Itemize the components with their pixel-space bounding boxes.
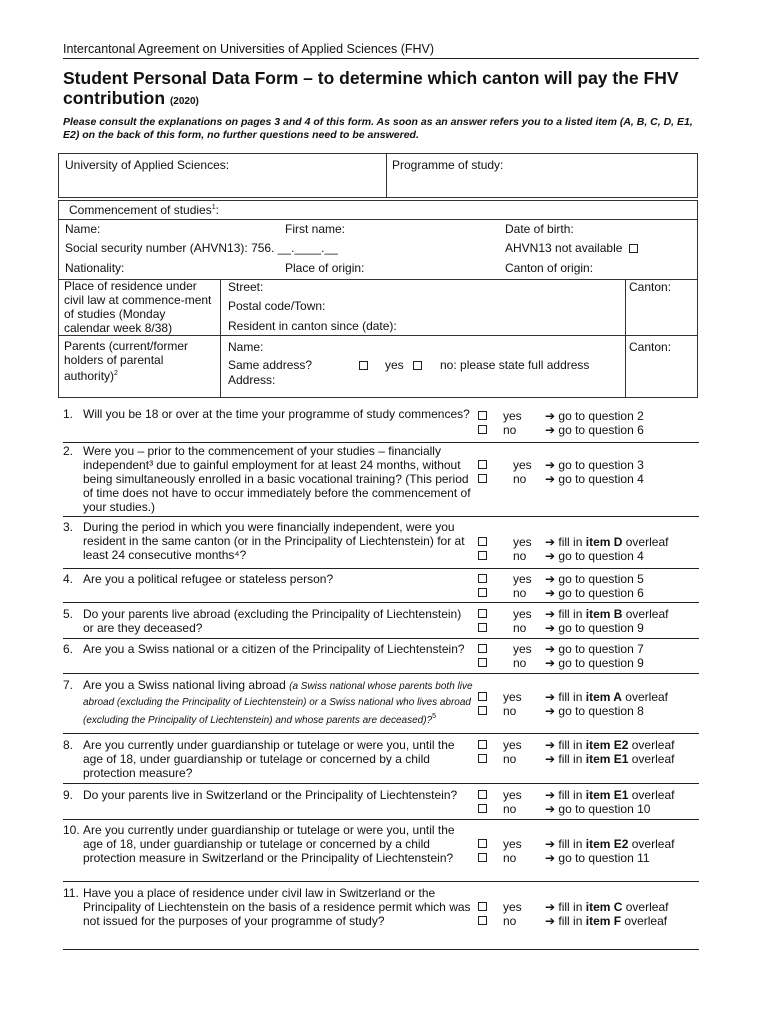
arrow-icon: ➔	[545, 549, 559, 563]
question-text	[83, 823, 473, 865]
question-italic-text: (a Swiss national whose parents both live abroad (excluding the Principality of Liechtenstein) or a Swiss national who lives abroad (excluding the Principality of Liechtenstein) and whose parents are deceased)?	[83, 681, 473, 726]
action-text: overleaf	[628, 752, 675, 766]
same-address-label: Same address?	[228, 358, 313, 372]
item-ref: item E1	[585, 752, 629, 766]
question-main-text: During the period in which you were financially independent, were you resident in the same canton (or in the Principality of Liechtenstein) for at least 24 consecutive months⁴?	[83, 520, 465, 562]
q5-yes-label: yes	[513, 607, 532, 621]
question-main-text: Have you a place of residence under civil law in Switzerland or the Principality of Liechtenstein on the basis of a residence permit which was not issued for the purposes of your programme of study?	[83, 886, 471, 928]
action-text: go to question 4	[558, 472, 644, 486]
university-field[interactable]: University of Applied Sciences:	[65, 158, 230, 172]
action-text: overleaf	[621, 914, 668, 928]
q11-yes-action	[545, 900, 668, 914]
q11-no-action	[545, 914, 667, 928]
q7-yes-action	[545, 690, 668, 704]
q2-no-label: no	[513, 472, 527, 486]
action-text: go to question 8	[558, 704, 644, 718]
q10-yes-checkbox[interactable]	[478, 839, 487, 848]
question-main-text: Will you be 18 or over at the time your programme of study commences?	[83, 407, 470, 421]
q2-yes-action	[545, 458, 644, 472]
q6-yes-label: yes	[513, 642, 532, 656]
q7-yes-checkbox[interactable]	[478, 692, 487, 701]
parents-name-field[interactable]: Name:	[228, 340, 264, 354]
action-text: fill in	[558, 837, 586, 851]
question-divider	[63, 949, 699, 950]
canton-of-origin-field[interactable]: Canton of origin:	[505, 261, 594, 275]
question-main-text: Were you – prior to the commencement of your studies – financially independent³ due to gainful employment for at least 24 months, without being simultaneously enrolled in a basic vocational training? (This period of time does not have to occur immediately before the commencement of your studies.)	[83, 444, 471, 514]
action-text: go to question 9	[558, 656, 644, 670]
ahvn-checkbox[interactable]	[629, 244, 638, 253]
name-field[interactable]: Name:	[65, 222, 101, 236]
first-name-field[interactable]: First name:	[285, 222, 346, 236]
same-address-yes-label: yes	[385, 358, 404, 372]
question-number: 10.	[63, 823, 80, 837]
question-main-text: Do your parents live abroad (excluding the Principality of Liechtenstein) or are they deceased?	[83, 607, 462, 635]
q6-yes-checkbox[interactable]	[478, 644, 487, 653]
question-number: 2.	[63, 444, 74, 458]
action-text: overleaf	[628, 738, 675, 752]
question-text	[83, 886, 473, 928]
item-ref: item E2	[585, 837, 629, 851]
arrow-icon: ➔	[545, 656, 559, 670]
q4-yes-action	[545, 572, 644, 586]
question-number: 7.	[63, 678, 74, 692]
arrow-icon: ➔	[545, 788, 559, 802]
q9-yes-checkbox[interactable]	[478, 790, 487, 799]
page-title	[63, 68, 703, 112]
question-1	[63, 407, 473, 421]
parents-label-text: Parents (current/former holders of parental authority)	[64, 339, 189, 383]
arrow-icon: ➔	[545, 914, 559, 928]
q11-yes-label: yes	[503, 900, 522, 914]
title-year: (2020)	[169, 96, 199, 107]
arrow-icon: ➔	[545, 572, 559, 586]
question-number: 4.	[63, 572, 74, 586]
place-of-origin-field[interactable]: Place of origin:	[285, 261, 365, 275]
q5-yes-action	[545, 607, 668, 621]
q9-no-action	[545, 802, 650, 816]
q4-no-action	[545, 586, 644, 600]
commencement-label: Commencement of studies	[69, 203, 212, 217]
q10-yes-label: yes	[503, 837, 522, 851]
footnote-ref: 5	[432, 713, 437, 720]
q2-yes-label: yes	[513, 458, 532, 472]
q5-no-checkbox[interactable]	[478, 623, 487, 632]
question-3	[63, 520, 473, 562]
action-text: fill in	[558, 900, 586, 914]
programme-field[interactable]: Programme of study:	[392, 158, 504, 172]
same-address-no-label: no: please state full address	[440, 358, 590, 372]
q2-no-action	[545, 472, 644, 486]
q4-no-checkbox[interactable]	[478, 588, 487, 597]
q1-yes-checkbox[interactable]	[478, 411, 487, 420]
dob-field[interactable]: Date of birth:	[505, 222, 574, 236]
postal-town-field[interactable]: Postal code/Town:	[228, 299, 326, 313]
action-text: fill in	[558, 535, 586, 549]
q8-no-checkbox[interactable]	[478, 754, 487, 763]
question-text	[83, 407, 473, 421]
action-text: go to question 6	[558, 586, 644, 600]
question-divider	[63, 783, 699, 784]
question-2	[63, 444, 473, 514]
question-divider	[63, 673, 699, 674]
street-field[interactable]: Street:	[228, 280, 264, 294]
question-number: 3.	[63, 520, 74, 534]
action-text: fill in	[558, 788, 586, 802]
q7-no-action	[545, 704, 644, 718]
action-text: overleaf	[622, 607, 669, 621]
q11-no-label: no	[503, 914, 517, 928]
question-divider	[63, 442, 699, 443]
arrow-icon: ➔	[545, 690, 559, 704]
item-ref: item C	[585, 900, 623, 914]
ahvn-not-available	[505, 241, 638, 255]
action-text: overleaf	[628, 837, 675, 851]
question-9	[63, 788, 473, 802]
arrow-icon: ➔	[545, 704, 559, 718]
item-ref: item F	[585, 914, 622, 928]
arrow-icon: ➔	[545, 458, 559, 472]
action-text: fill in	[558, 690, 586, 704]
q10-yes-action	[545, 837, 674, 851]
q2-no-checkbox[interactable]	[478, 474, 487, 483]
q1-no-action	[545, 423, 644, 437]
resident-since-field[interactable]: Resident in canton since (date):	[228, 319, 397, 333]
q1-yes-action	[545, 409, 644, 423]
question-10	[63, 823, 473, 865]
arrow-icon: ➔	[545, 738, 559, 752]
arrow-icon: ➔	[545, 642, 559, 656]
question-main-text: Are you a political refugee or stateless person?	[83, 572, 334, 586]
document-header: Intercantonal Agreement on Universities of Applied Sciences (FHV)	[63, 42, 435, 56]
header-divider	[63, 58, 699, 59]
question-number: 9.	[63, 788, 74, 802]
question-5	[63, 607, 473, 635]
q8-no-action	[545, 752, 674, 766]
q6-yes-action	[545, 642, 644, 656]
arrow-icon: ➔	[545, 621, 559, 635]
q10-no-action	[545, 851, 650, 865]
arrow-icon: ➔	[545, 472, 559, 486]
question-divider	[63, 568, 699, 569]
q3-yes-checkbox[interactable]	[478, 537, 487, 546]
action-text: go to question 7	[558, 642, 644, 656]
q10-no-label: no	[503, 851, 517, 865]
q3-yes-action	[545, 535, 668, 549]
action-text: go to question 9	[558, 621, 644, 635]
university-programme-box	[58, 153, 698, 198]
q8-no-label: no	[503, 752, 517, 766]
arrow-icon: ➔	[545, 900, 559, 914]
action-text: fill in	[558, 607, 586, 621]
nationality-field[interactable]: Nationality:	[65, 261, 125, 275]
arrow-icon: ➔	[545, 586, 559, 600]
same-address-no-checkbox[interactable]	[413, 361, 422, 370]
question-6	[63, 642, 473, 656]
q7-no-label: no	[503, 704, 517, 718]
commencement-field[interactable]	[69, 203, 219, 217]
q2-yes-checkbox[interactable]	[478, 460, 487, 469]
q3-no-label: no	[513, 549, 527, 563]
q8-yes-action	[545, 738, 674, 752]
action-text: overleaf	[622, 900, 669, 914]
question-divider	[63, 819, 699, 820]
question-7	[63, 678, 473, 728]
q8-yes-checkbox[interactable]	[478, 740, 487, 749]
question-divider	[63, 602, 699, 603]
q9-yes-action	[545, 788, 674, 802]
q3-no-checkbox[interactable]	[478, 551, 487, 560]
q7-yes-label: yes	[503, 690, 522, 704]
action-text: go to question 2	[558, 409, 644, 423]
q1-no-label: no	[503, 423, 517, 437]
arrow-icon: ➔	[545, 423, 559, 437]
arrow-icon: ➔	[545, 409, 559, 423]
parents-canton-field[interactable]: Canton:	[629, 340, 672, 354]
ssn-field[interactable]: Social security number (AHVN13): 756. __.____.__	[65, 241, 338, 255]
arrow-icon: ➔	[545, 752, 559, 766]
commencement-colon: :	[215, 203, 219, 217]
q3-no-action	[545, 549, 644, 563]
question-text	[83, 607, 473, 635]
q5-yes-checkbox[interactable]	[478, 609, 487, 618]
question-main-text: Are you a Swiss national living abroad	[83, 678, 286, 692]
q9-no-label: no	[503, 802, 517, 816]
ahvn-label: AHVN13 not available	[505, 241, 623, 255]
canton-field[interactable]: Canton:	[629, 280, 672, 294]
title-main: Student Personal Data Form – to determine which canton will pay the FHV contribution	[63, 68, 679, 108]
question-text	[83, 444, 473, 514]
question-divider	[63, 516, 699, 517]
item-ref: item E1	[585, 788, 629, 802]
q11-no-checkbox[interactable]	[478, 916, 487, 925]
action-text: go to question 11	[558, 851, 650, 865]
item-ref: item D	[585, 535, 623, 549]
q6-no-checkbox[interactable]	[478, 658, 487, 667]
q7-no-checkbox[interactable]	[478, 706, 487, 715]
question-11	[63, 886, 473, 928]
action-text: go to question 10	[558, 802, 651, 816]
item-ref: item A	[585, 690, 622, 704]
q3-yes-label: yes	[513, 535, 532, 549]
action-text: go to question 5	[558, 572, 644, 586]
arrow-icon: ➔	[545, 802, 559, 816]
q4-yes-label: yes	[513, 572, 532, 586]
question-number: 8.	[63, 738, 74, 752]
question-divider	[63, 733, 699, 734]
arrow-icon: ➔	[545, 535, 559, 549]
q4-no-label: no	[513, 586, 527, 600]
q6-no-label: no	[513, 656, 527, 670]
question-text	[83, 642, 473, 656]
action-text: fill in	[558, 914, 586, 928]
action-text: go to question 4	[558, 549, 644, 563]
question-divider	[63, 881, 699, 882]
question-number: 11.	[63, 886, 79, 900]
instructions: Please consult the explanations on pages 3 and 4 of this form. As soon as an answer refers you to a listed item (A, B, C, D, E1, E2) on the back of this form, no further questions need to be answered.	[63, 116, 693, 141]
same-address-yes-checkbox[interactable]	[359, 361, 368, 370]
question-main-text: Are you currently under guardianship or tutelage or were you, until the age of 18, under guardianship or tutelage or concerned by a child protection measure?	[83, 738, 455, 780]
q1-yes-label: yes	[503, 409, 522, 423]
q5-no-action	[545, 621, 644, 635]
item-ref: item E2	[585, 738, 629, 752]
question-number: 1.	[63, 407, 74, 421]
arrow-icon: ➔	[545, 607, 559, 621]
arrow-icon: ➔	[545, 851, 559, 865]
question-divider	[63, 638, 699, 639]
parents-address-field[interactable]: Address:	[228, 373, 276, 387]
item-ref: item B	[585, 607, 623, 621]
q8-yes-label: yes	[503, 738, 522, 752]
action-text: overleaf	[621, 690, 668, 704]
question-number: 5.	[63, 607, 74, 621]
action-text: overleaf	[622, 535, 669, 549]
q1-no-checkbox[interactable]	[478, 425, 487, 434]
question-8	[63, 738, 473, 780]
parents-sup: 2	[114, 370, 118, 377]
action-text: fill in	[558, 738, 586, 752]
action-text: fill in	[558, 752, 586, 766]
question-main-text: Are you currently under guardianship or tutelage or were you, until the age of 18, under guardianship or tutelage or concerned by a child protection measure in Switzerland or the Principality of Liechtenstein?	[83, 823, 455, 865]
q6-no-action	[545, 656, 644, 670]
arrow-icon: ➔	[545, 837, 559, 851]
question-4	[63, 572, 473, 586]
q9-yes-label: yes	[503, 788, 522, 802]
question-main-text: Are you a Swiss national or a citizen of the Principality of Liechtenstein?	[83, 642, 465, 656]
q10-no-checkbox[interactable]	[478, 853, 487, 862]
action-text: overleaf	[628, 788, 675, 802]
question-number: 6.	[63, 642, 74, 656]
action-text: go to question 6	[558, 423, 644, 437]
commencement-sup: 1	[211, 204, 216, 211]
q9-no-checkbox[interactable]	[478, 804, 487, 813]
action-text: go to question 3	[558, 458, 644, 472]
question-text	[83, 572, 473, 586]
question-text	[83, 788, 473, 802]
q11-yes-checkbox[interactable]	[478, 902, 487, 911]
question-text	[83, 520, 473, 562]
question-main-text: Do your parents live in Switzerland or the Principality of Liechtenstein?	[83, 788, 458, 802]
parents-label	[64, 339, 214, 383]
question-text	[83, 738, 473, 780]
q5-no-label: no	[513, 621, 527, 635]
q4-yes-checkbox[interactable]	[478, 574, 487, 583]
residence-label: Place of residence under civil law at commence-ment of studies (Monday calendar week 8/38)	[64, 279, 212, 335]
question-text	[83, 678, 473, 728]
